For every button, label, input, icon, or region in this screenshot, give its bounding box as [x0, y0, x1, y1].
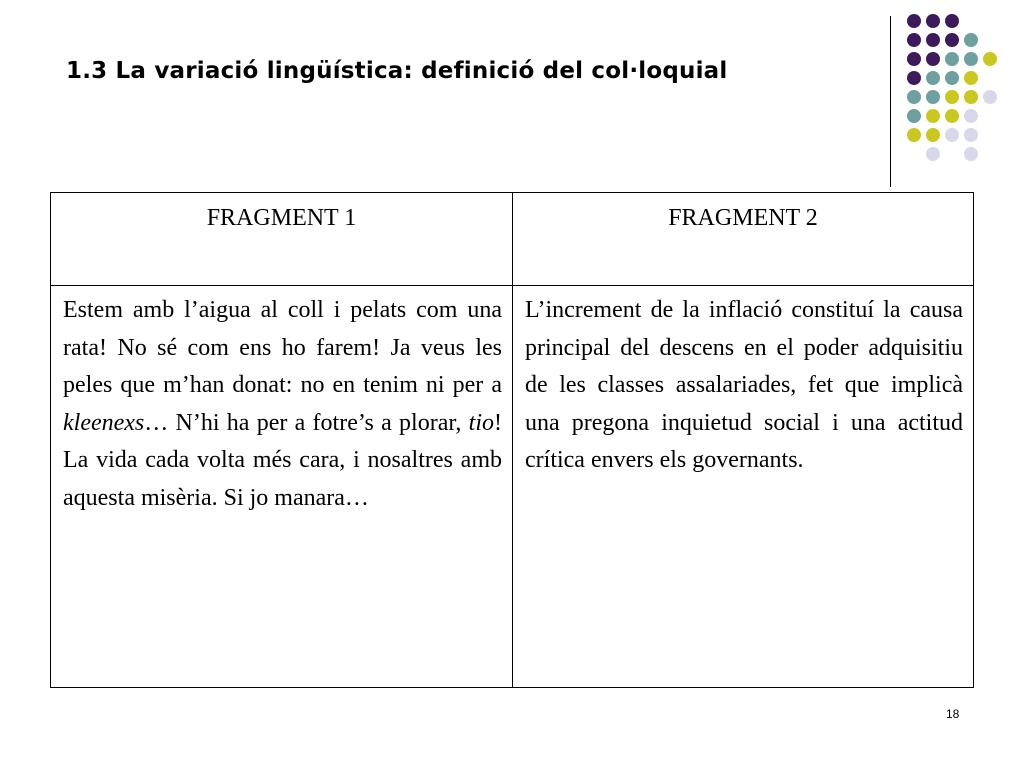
decorative-dot — [964, 147, 978, 161]
decorative-dot — [945, 109, 959, 123]
decorative-dot — [926, 71, 940, 85]
decorative-dot — [964, 90, 978, 104]
fragments-table — [50, 192, 974, 688]
fragment-1-part-1: Estem amb l’aigua al coll i pelats com una rata! No sé com ens ho farem! Ja veus les peles que m’han donat: no en tenim ni per a — [63, 297, 502, 398]
decorative-dot — [983, 90, 997, 104]
decorative-dot — [964, 33, 978, 47]
decorative-dot — [945, 14, 959, 28]
fragment-1-part-2: … N’hi ha per a fotre’s a plorar, — [144, 409, 469, 436]
page-number: 18 — [946, 707, 960, 721]
header-cell-fragment-1 — [51, 193, 513, 286]
decorative-dot — [907, 33, 921, 47]
decorative-dot — [964, 71, 978, 85]
decorative-dot-grid — [907, 14, 1017, 164]
decorative-dot — [945, 128, 959, 142]
decorative-dot — [945, 33, 959, 47]
decorative-dot — [926, 14, 940, 28]
table-body-row — [51, 286, 974, 688]
decorative-dot — [983, 52, 997, 66]
decorative-dot — [907, 90, 921, 104]
decorative-dot — [945, 90, 959, 104]
header-fragment-2-label: FRAGMENT 2 — [668, 205, 818, 231]
slide-title: 1.3 La variació lingüística: definició del col·loquial — [66, 58, 728, 84]
decorative-dot — [926, 109, 940, 123]
fragment-2-text: L’increment de la inflació constituí la causa principal del descens en el poder adquisitiu de les classes assalariades, fet que implicà una pregona inquietud social i una actitud crítica envers els governants. — [525, 297, 963, 473]
decorative-dot — [907, 71, 921, 85]
vertical-divider-line — [890, 16, 891, 187]
decorative-dot — [945, 52, 959, 66]
decorative-dot — [926, 33, 940, 47]
body-cell-fragment-1 — [51, 286, 513, 688]
decorative-dot — [907, 109, 921, 123]
decorative-dot — [964, 109, 978, 123]
decorative-dot — [907, 14, 921, 28]
decorative-dot — [945, 71, 959, 85]
body-cell-fragment-2 — [513, 286, 974, 688]
fragment-1-part-3: ! La vida cada volta més cara, i nosaltres amb aquesta misèria. Si jo manara… — [63, 409, 502, 511]
decorative-dot — [926, 90, 940, 104]
header-cell-fragment-2 — [513, 193, 974, 286]
decorative-dot — [907, 52, 921, 66]
decorative-dot — [926, 147, 940, 161]
table-header-row — [51, 193, 974, 286]
decorative-dot — [926, 128, 940, 142]
fragment-1-italic-kleenexs: kleenexs — [63, 409, 145, 436]
header-fragment-1-label: FRAGMENT 1 — [206, 205, 357, 231]
decorative-dot — [926, 52, 940, 66]
fragment-1-text — [51, 286, 512, 517]
fragment-1-italic-tio: tio — [468, 409, 494, 436]
decorative-dot — [964, 52, 978, 66]
decorative-dot — [964, 128, 978, 142]
decorative-dot — [907, 128, 921, 142]
